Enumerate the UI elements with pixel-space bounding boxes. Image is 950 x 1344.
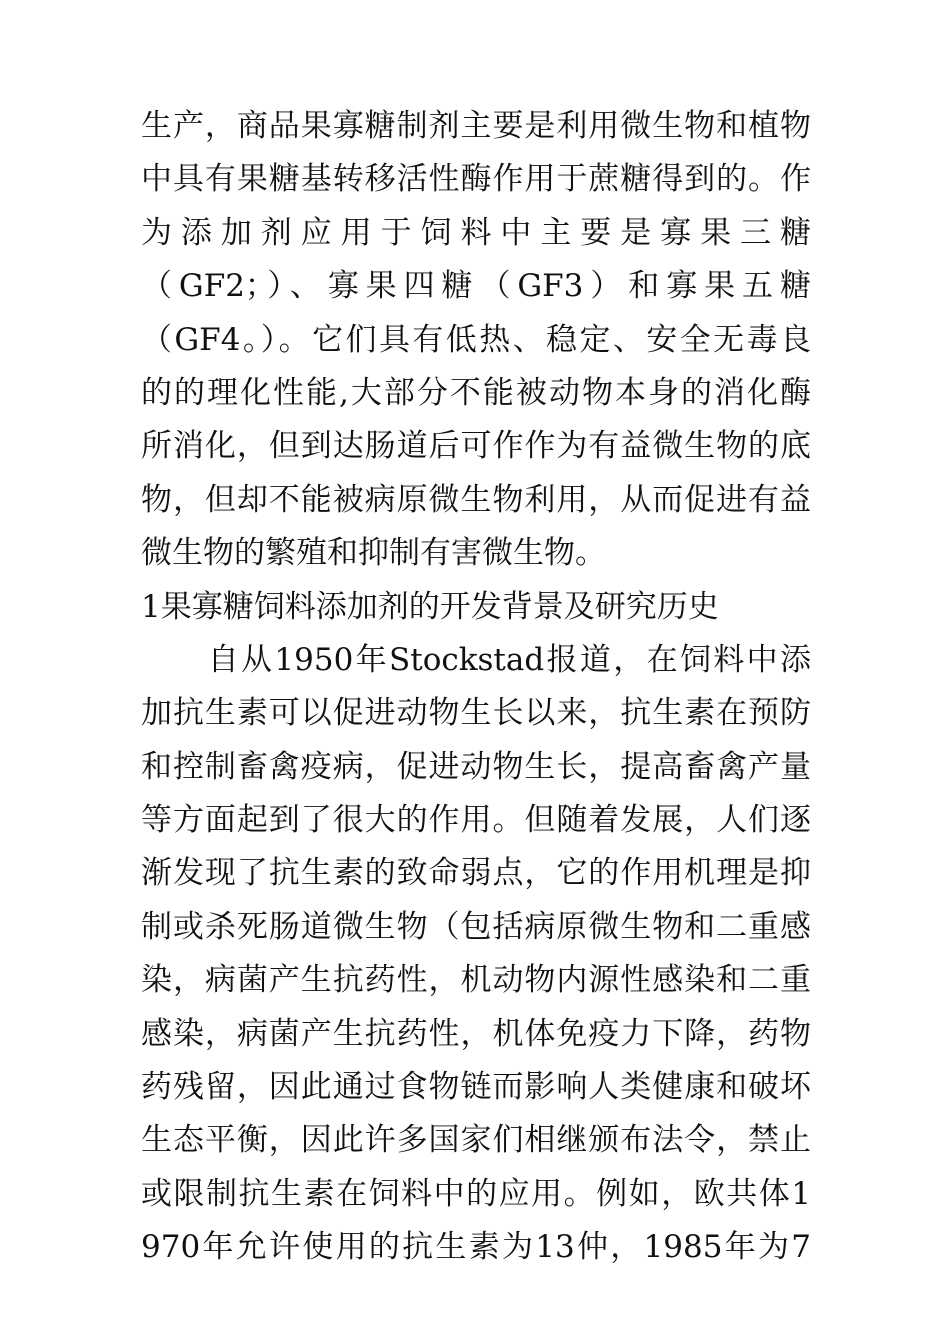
document-page: [141, 100, 811, 1275]
text-line: 制或杀死肠道微生物（包括病原微生物和二重感: [141, 908, 811, 945]
text-line: 的的理化性能,大部分不能被动物本身的消化酶: [141, 374, 811, 411]
text-line: 物，但却不能被病原微生物利用，从而促进有益: [141, 481, 811, 518]
paragraph-intro: [141, 100, 811, 581]
text-line: 感染，病菌产生抗药性，机体免疫力下降，药物: [141, 1015, 811, 1052]
text-line: 生态平衡，因此许多国家们相继颁布法令，禁止: [141, 1122, 811, 1159]
text-line: 或限制抗生素在饲料中的应用。例如，欧共体1: [141, 1175, 811, 1212]
text-line: 生产，商品果寡糖制剂主要是利用微生物和植物: [141, 108, 811, 144]
text-line: 药残留，因此通过食物链而影响人类健康和破坏: [141, 1069, 811, 1106]
text-line: 自从1950年Stockstad报道，在饲料中添: [141, 641, 811, 678]
text-line: 微生物的繁殖和抑制有害微生物。: [141, 535, 606, 572]
text-line: 染，病菌产生抗药性，机动物内源性感染和二重: [141, 962, 811, 999]
text-line: 中具有果糖基转移活性酶作用于蔗糖得到的。作: [141, 161, 811, 198]
text-line: 和控制畜禽疫病，促进动物生长，提高畜禽产量: [141, 748, 811, 785]
text-line: 渐发现了抗生素的致命弱点，它的作用机理是抑: [141, 855, 811, 892]
section-heading: 1果寡糖饲料添加剂的开发背景及研究历史: [141, 588, 719, 625]
text-line: 加抗生素可以促进动物生长以来，抗生素在预防: [141, 695, 811, 732]
text-line: （GF4。）。它们具有低热、稳定、安全无毒良: [141, 321, 811, 358]
paragraph-background: [141, 634, 811, 1275]
text-line: 970年允许使用的抗生素为13仲，1985年为7: [141, 1229, 811, 1266]
text-line: 等方面起到了很大的作用。但随着发展，人们逐: [141, 802, 811, 839]
text-line: 所消化，但到达肠道后可作作为有益微生物的底: [141, 428, 811, 465]
text-line: 为添加剂应用于饲料中主要是寡果三糖: [141, 214, 811, 251]
text-line: （GF2；）、寡果四糖（GF3）和寡果五糖: [141, 268, 811, 305]
